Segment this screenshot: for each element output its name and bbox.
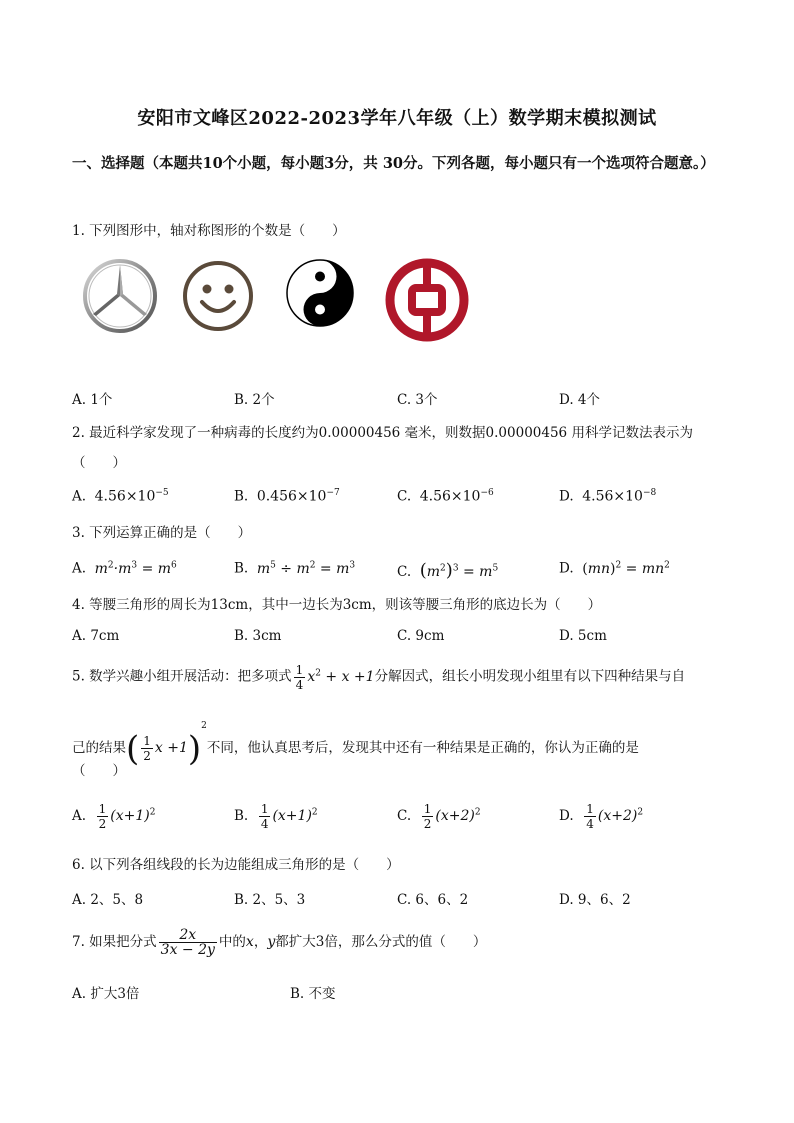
- option-c[interactable]: C. 3个: [397, 392, 438, 408]
- question-1-options: [72, 388, 732, 412]
- yin-yang-icon: [285, 258, 355, 328]
- mercedes-logo-icon: [82, 258, 158, 334]
- question-7-options: [72, 982, 732, 1006]
- option-c[interactable]: C. 6、6、2: [397, 892, 469, 908]
- option-a[interactable]: A. 扩大3倍: [72, 986, 140, 1002]
- option-b[interactable]: B. $\frac{1}{4}$ $(x+1)^2$: [234, 802, 318, 831]
- option-b[interactable]: B. $0.456\times 10^{-7}$: [234, 488, 340, 505]
- question-5-options: [72, 802, 732, 842]
- fraction-one-quarter: $\frac{1}{4}$: [295, 662, 304, 692]
- option-d[interactable]: D. $4.56\times 10^{-8}$: [559, 488, 657, 505]
- option-a[interactable]: A. 7cm: [72, 628, 120, 644]
- question-2-options: [72, 488, 732, 512]
- option-d[interactable]: D. $\frac{1}{4}$ $(x+2)^2$: [559, 802, 644, 831]
- option-a[interactable]: A. 1个: [72, 392, 113, 408]
- option-b[interactable]: B. 不变: [290, 986, 336, 1002]
- question-5-line-2: 己的结果( $\frac{1}{2}$ x +1)$^2$不同，他认真思考后，发现其中还有一种结果是正确的，你认为正确的是: [72, 721, 639, 769]
- option-c[interactable]: C. 9cm: [397, 628, 445, 644]
- option-a[interactable]: A. 2、5、8: [72, 892, 144, 908]
- option-d[interactable]: D. 9、6、2: [559, 892, 631, 908]
- question-4-stem: 4. 等腰三角形的周长为13cm，其中一边长为3cm，则该等腰三角形的底边长为（ ）: [72, 597, 602, 613]
- section-heading: 一、选择题（本题共10个小题，每小题3分，共 30分。下列各题，每小题只有一个选项符合题意。）: [72, 155, 715, 172]
- option-b[interactable]: B. 3cm: [234, 628, 282, 644]
- question-6-options: [72, 888, 732, 912]
- question-3-stem: 3. 下列运算正确的是（ ）: [72, 525, 252, 541]
- option-c[interactable]: C. $(m^2)^3 = m^5$: [397, 560, 499, 581]
- option-c[interactable]: C. $4.56\times 10^{-6}$: [397, 488, 494, 505]
- question-3-options: [72, 560, 732, 584]
- bank-of-china-logo-icon: [385, 258, 469, 342]
- question-7-stem: 7. 如果把分式 $\frac{2x}{3x - 2y}$ 中的x，y都扩大3倍，那么分式的值（ ）: [72, 927, 487, 958]
- option-a[interactable]: A. $m^2\cdot m^3 = m^6$: [72, 560, 177, 577]
- question-5-line-1: 5. 数学兴趣小组开展活动：把多项式 $\frac{1}{4}$ $x^2 + x +1$分解因式，组长小明发现小组里有以下四种结果与自: [72, 662, 686, 692]
- option-b[interactable]: B. 2、5、3: [234, 892, 306, 908]
- question-1-figures: [82, 258, 482, 348]
- option-a[interactable]: A. $4.56\times 10^{-5}$: [72, 488, 169, 505]
- option-c[interactable]: C. $\frac{1}{2}$ $(x+2)^2$: [397, 802, 481, 831]
- question-5-paren: （ ）: [72, 763, 126, 779]
- question-4-options: [72, 628, 732, 652]
- option-b[interactable]: B. $m^5 \div m^2 = m^3$: [234, 560, 356, 577]
- page-title: 安阳市文峰区2022-2023学年八年级（上）数学期末模拟测试: [137, 108, 657, 129]
- option-b[interactable]: B. 2个: [234, 392, 275, 408]
- option-a[interactable]: A. $\frac{1}{2}$ $(x+1)^2$: [72, 802, 156, 831]
- option-d[interactable]: D. $(mn)^2 = mn^2$: [559, 560, 670, 577]
- option-d[interactable]: D. 4个: [559, 392, 601, 408]
- smiley-face-icon: [180, 258, 256, 334]
- option-d[interactable]: D. 5cm: [559, 628, 607, 644]
- question-2-stem: 2. 最近科学家发现了一种病毒的长度约为0.00000456 毫米，则数据0.00000456 用科学记数法表示为（ ）: [72, 425, 693, 471]
- question-6-stem: 6. 以下列各组线段的长为边能组成三角形的是（ ）: [72, 857, 400, 873]
- question-1-stem: 1. 下列图形中，轴对称图形的个数是（ ）: [72, 223, 346, 239]
